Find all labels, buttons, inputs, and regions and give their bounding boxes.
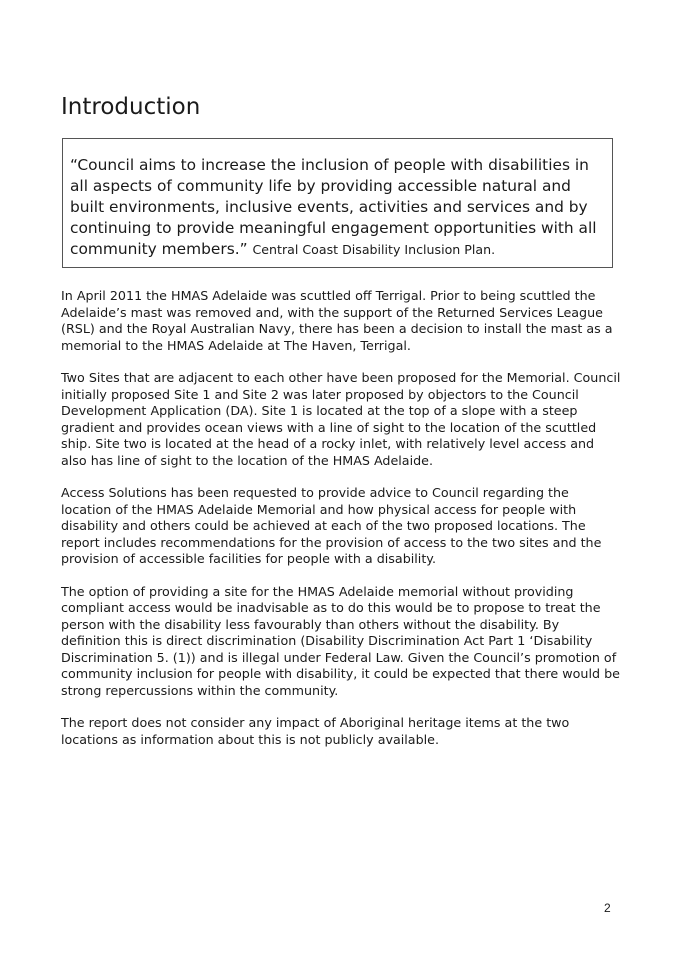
page-number: 2 <box>604 901 611 915</box>
quote-source: Central Coast Disability Inclusion Plan. <box>252 242 496 257</box>
page-title: Introduction <box>61 94 201 120</box>
paragraph: The report does not consider any impact of Aboriginal heritage items at the two locations as information about this is not publicly available. <box>61 715 570 747</box>
paragraph: In April 2011 the HMAS Adelaide was scuttled off Terrigal. Prior to being scuttled the Adelaide’s mast was removed and, with the support of the Returned Services League (RSL) and the Royal Australian Navy, there has been a decision to install the mast as a memorial to the HMAS Adelaide at The Haven, Terrigal. <box>61 288 613 353</box>
body-text <box>61 288 621 764</box>
quote-body: “Council aims to increase the inclusion of people with disabilities in all aspects of community life by providing accessible natural and built environments, inclusive events, activities and services and by continuing to provide meaningful engagement opportunities with all community members.” <box>70 156 597 258</box>
paragraph: Access Solutions has been requested to provide advice to Council regarding the location of the HMAS Adelaide Memorial and how physical access for people with disability and others could be achieved at each of the two proposed locations. The report includes recommendations for the provision of access to the two sites and the provision of accessible facilities for people with a disability. <box>61 485 602 566</box>
quote-box <box>62 138 613 268</box>
paragraph: The option of providing a site for the HMAS Adelaide memorial without providing compliant access would be inadvisable as to do this would be to propose to treat the person with the disability less favourably than others without the disability. By definition this is direct discrimination (Disability Discrimination Act Part 1 ‘Disability Discrimination 5. (1)) and is illegal under Federal Law. Given the Council’s promotion of community inclusion for people with disability, it could be expected that there would be strong repercussions within the community. <box>61 583 620 698</box>
paragraph: Two Sites that are adjacent to each other have been proposed for the Memorial. Council initially proposed Site 1 and Site 2 was later proposed by objectors to the Council Development Application (DA). Site 1 is located at the top of a slope with a steep gradient and provides ocean views with a line of sight to the location of the scuttled ship. Site two is located at the head of a rocky inlet, with relatively level access and also has line of sight to the location of the HMAS Adelaide. <box>61 370 621 468</box>
quote-text <box>70 155 606 260</box>
